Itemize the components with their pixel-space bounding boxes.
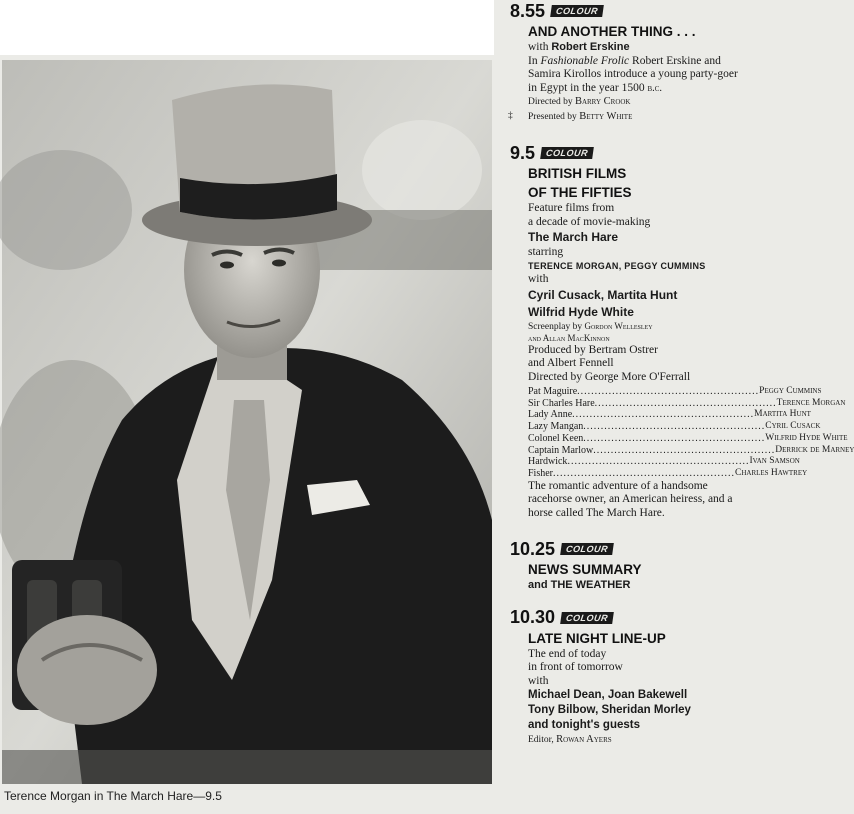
dagger-symbol: ‡ bbox=[508, 110, 513, 121]
time-row bbox=[510, 142, 742, 164]
cast-row: Sir Charles Hare .................................................... Terence Morgan bbox=[528, 397, 846, 409]
with-prefix: with bbox=[528, 41, 549, 53]
programme-1025 bbox=[510, 538, 742, 593]
photo-caption: Terence Morgan in The March Hare—9.5 bbox=[4, 789, 222, 803]
editor-name: Rowan Ayers bbox=[556, 734, 612, 746]
programme-details bbox=[528, 579, 742, 593]
programme-time: 10.25 bbox=[510, 538, 556, 559]
film-description: The romantic adventure of a handsome racehorse owner, an American heiress, and a horse called The March Hare. bbox=[528, 479, 733, 519]
tagline-line2: in front of tomorrow bbox=[528, 661, 623, 674]
film-title: The March Hare bbox=[528, 230, 619, 244]
programme-time: 8.55 bbox=[510, 0, 546, 21]
people-line3: and tonight's guests bbox=[528, 719, 640, 732]
screenplay-prefix: Screenplay by bbox=[528, 321, 583, 332]
produced-line1: Produced by Bertram Ostrer bbox=[528, 343, 658, 356]
programme-title-line2: OF THE FIFTIES bbox=[528, 185, 632, 200]
feature-line2: a decade of movie-making bbox=[528, 215, 651, 228]
cast-list bbox=[528, 386, 854, 480]
time-row bbox=[510, 538, 742, 560]
colour-badge: COLOUR bbox=[540, 147, 594, 159]
editor-prefix: Editor, bbox=[528, 735, 554, 746]
programme-title-line1: BRITISH FILMS bbox=[528, 166, 627, 181]
programme-description: In Fashionable Frolic Robert Erskine and Samira Kirollos introduce a young party-goer in Egypt in the year 1500 b.c. bbox=[528, 54, 738, 94]
with-label: with bbox=[528, 674, 549, 687]
people-line1: Michael Dean, Joan Bakewell bbox=[528, 689, 688, 702]
programme-title: AND ANOTHER THING . . . bbox=[528, 24, 696, 39]
presented-prefix: Presented by bbox=[528, 111, 577, 122]
time-row bbox=[510, 0, 742, 22]
programme-855 bbox=[510, 0, 742, 124]
programme-95 bbox=[510, 142, 854, 520]
with-label: with bbox=[528, 273, 549, 285]
colour-badge: COLOUR bbox=[560, 543, 614, 555]
programme-details bbox=[528, 202, 854, 520]
produced-line2: and Albert Fennell bbox=[528, 357, 614, 369]
listings-column bbox=[508, 0, 854, 752]
cast-row: Pat Maguire .................................................... Peggy Cummins bbox=[528, 386, 822, 397]
photograph bbox=[2, 60, 492, 784]
stars-list: TERENCE MORGAN, PEGGY CUMMINS bbox=[528, 260, 706, 271]
weather-line: and THE WEATHER bbox=[528, 579, 631, 592]
programme-time: 9.5 bbox=[510, 142, 536, 163]
programme-1030 bbox=[510, 607, 742, 748]
time-row bbox=[510, 607, 742, 629]
tagline-line1: The end of today bbox=[528, 647, 607, 660]
cast-row: Fisher .................................................... Charles Hawtrey bbox=[528, 467, 808, 479]
presenter-name: Robert Erskine bbox=[551, 41, 630, 53]
cast-row: Lady Anne .................................................... Martita Hunt bbox=[528, 409, 811, 421]
cast-row: Hardwick .................................................... Ivan Samson bbox=[528, 456, 800, 468]
with-line2: Wilfrid Hyde White bbox=[528, 304, 634, 319]
programme-title: LATE NIGHT LINE-UP bbox=[528, 630, 666, 646]
with-line1: Cyril Cusack, Martita Hunt bbox=[528, 287, 678, 302]
programme-details bbox=[508, 41, 742, 124]
programme-title: NEWS SUMMARY bbox=[528, 562, 642, 578]
programme-details bbox=[528, 648, 742, 748]
photo-illustration bbox=[2, 60, 492, 784]
producer-name: Betty White bbox=[579, 110, 633, 122]
people-line2: Tony Bilbow, Sheridan Morley bbox=[528, 704, 691, 717]
director-line: Directed by George More O'Ferrall bbox=[528, 370, 691, 383]
colour-badge: COLOUR bbox=[550, 5, 604, 17]
screenplay-writer: Gordon Wellesley bbox=[584, 320, 653, 331]
cast-row: Captain Marlow .................................................... Derrick de Marney bbox=[528, 444, 854, 456]
starring-label: starring bbox=[528, 246, 564, 258]
colour-badge: COLOUR bbox=[560, 612, 614, 624]
cast-row: Colonel Keen .................................................... Wilfrid Hyde White bbox=[528, 432, 848, 444]
blank-area bbox=[0, 0, 494, 55]
screenplay-writer-2: and Allan MacKinnon bbox=[528, 332, 610, 343]
feature-line1: Feature films from bbox=[528, 202, 615, 214]
directed-prefix: Directed by bbox=[528, 97, 573, 107]
director-name: Barry Crook bbox=[574, 96, 631, 107]
cast-row: Lazy Mangan .................................................... Cyril Cusack bbox=[528, 421, 821, 433]
programme-time: 10.30 bbox=[510, 607, 556, 628]
